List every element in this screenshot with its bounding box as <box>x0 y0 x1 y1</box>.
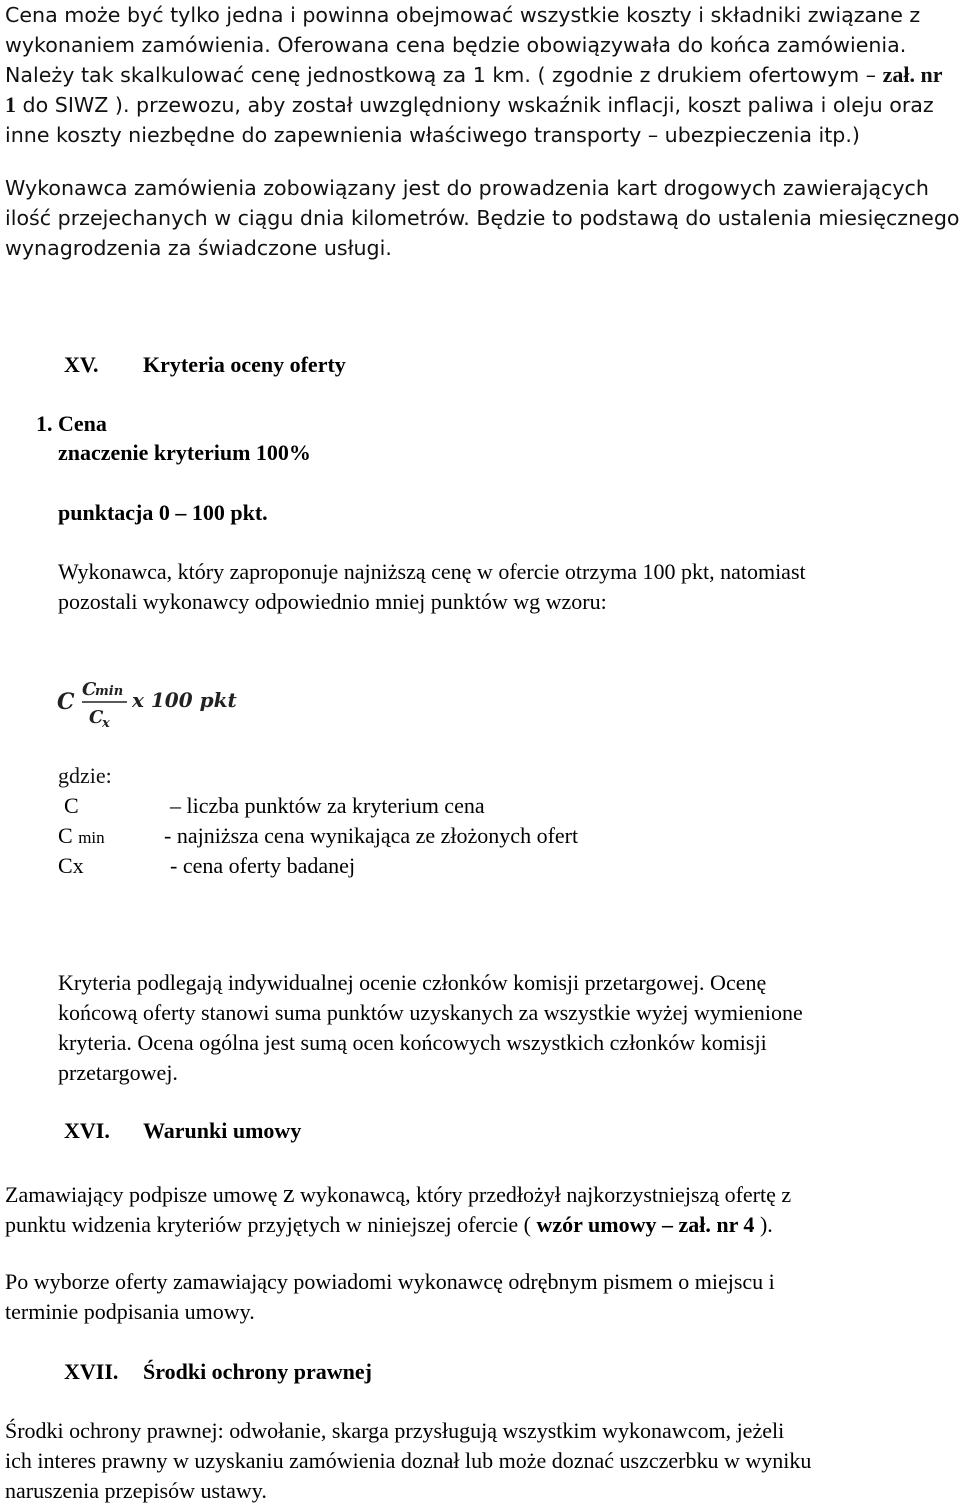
notification-paragraph <box>5 1267 956 1327</box>
attachment-ref: zał. nr <box>882 62 943 87</box>
where-label: gdzie: <box>58 763 112 788</box>
formula-lhs: C <box>57 689 75 715</box>
formula-rhs: x 100 pkt <box>132 688 237 712</box>
criterion-number: 1. <box>36 411 53 436</box>
text-line: Należy tak skalkulować cenę jednostkową za 1 km. ( zgodnie z drukiem ofertowym – zał. nr <box>5 62 943 87</box>
text-line: Środki ochrony prawnej: odwołanie, skarga przysługują wszystkim wykonawcom, jeżeli <box>5 1418 785 1443</box>
section-number: XV. <box>64 352 99 377</box>
text-line: inne koszty niezbędne do zapewnienia właściwego transporty – ubezpieczenia itp.) <box>5 123 860 147</box>
text-line: terminie podpisania umowy. <box>5 1299 255 1324</box>
text-line: Po wyborze oferty zamawiający powiadomi wykonawcę odrębnym pismem o miejscu i <box>5 1269 775 1294</box>
legend-description: - cena oferty badanej <box>170 853 356 878</box>
section-number: XVI. <box>64 1118 110 1143</box>
section-title: Warunki umowy <box>143 1118 302 1143</box>
attachment-ref-number: 1 <box>5 92 16 117</box>
text-line: Cena może być tylko jedna i powinna obejmować wszystkie koszty i składniki związane z <box>5 3 921 27</box>
intro-paragraph <box>5 0 956 150</box>
text-line: Zamawiający podpisze umowę z wykonawcą, który przedłożył najkorzystniejszą ofertę z <box>5 1179 792 1208</box>
legend-symbol: C <box>64 793 79 818</box>
legal-remedies-paragraph <box>5 1416 956 1506</box>
text-line: wykonaniem zamówienia. Oferowana cena będzie obowiązywała do końca zamówienia. <box>5 33 907 57</box>
formula-denominator-sub: x <box>102 716 110 731</box>
criterion-title: Cena <box>58 411 107 436</box>
text-line: ilość przejechanych w ciągu dnia kilometrów. Będzie to podstawą do ustalenia miesięcznego <box>5 206 960 230</box>
contract-template-ref: wzór umowy – zał. nr 4 <box>536 1212 755 1237</box>
text-line: kryteria. Ocena ogólna jest sumą ocen końcowych wszystkich członków komisji <box>58 1030 767 1055</box>
formula-numerator: C <box>82 679 97 700</box>
text-line: wynagrodzenia za świadczone usługi. <box>5 236 392 260</box>
section-title: Środki ochrony prawnej <box>143 1359 373 1384</box>
trip-log-paragraph <box>5 173 960 263</box>
text-line: naruszenia przepisów ustawy. <box>5 1478 267 1503</box>
legend-description: – liczba punktów za kryterium cena <box>170 793 485 818</box>
text-line: ich interes prawny w uzyskaniu zamówienia doznał lub może doznać uszczerbku w wyniku <box>5 1448 812 1473</box>
legend-description: - najniższa cena wynikająca ze złożonych ofert <box>164 823 579 848</box>
criterion-description <box>58 557 956 617</box>
legend-symbol: C min <box>58 823 105 848</box>
formula-denominator: C <box>89 707 104 728</box>
text-line: 1 do SIWZ ). przewozu, aby został uwzględniony wskaźnik inflacji, koszt paliwa i oleju oraz <box>5 92 934 117</box>
text-line: końcową oferty stanowi suma punktów uzyskanych za wszystkie wyżej wymienione <box>58 1000 803 1025</box>
text-line: przetargowej. <box>58 1060 178 1085</box>
formula-numerator-sub: min <box>95 684 124 699</box>
contract-paragraph <box>5 1179 956 1240</box>
text-line: punktu widzenia kryteriów przyjętych w niniejszej ofercie ( wzór umowy – zał. nr 4 ). <box>5 1212 773 1237</box>
text-line: Wykonawca, który zaproponuje najniższą cenę w ofercie otrzyma 100 pkt, natomiast <box>58 559 806 584</box>
evaluation-paragraph <box>58 968 956 1088</box>
criterion-weight: znaczenie kryterium 100% <box>58 440 311 465</box>
text-line: pozostali wykonawcy odpowiednio mniej punktów wg wzoru: <box>58 589 607 614</box>
price-score-formula <box>57 675 247 737</box>
text-line: Wykonawca zamówienia zobowiązany jest do prowadzenia kart drogowych zawierających <box>5 176 929 200</box>
section-title: Kryteria oceny oferty <box>143 352 346 377</box>
criterion-points: punktacja 0 – 100 pkt. <box>58 500 268 525</box>
legend-symbol-sub: min <box>78 828 105 847</box>
section-number: XVII. <box>64 1359 119 1384</box>
text-line: Kryteria podlegają indywidualnej ocenie członków komisji przetargowej. Ocenę <box>58 970 767 995</box>
legend-symbol: Cx <box>58 853 84 878</box>
